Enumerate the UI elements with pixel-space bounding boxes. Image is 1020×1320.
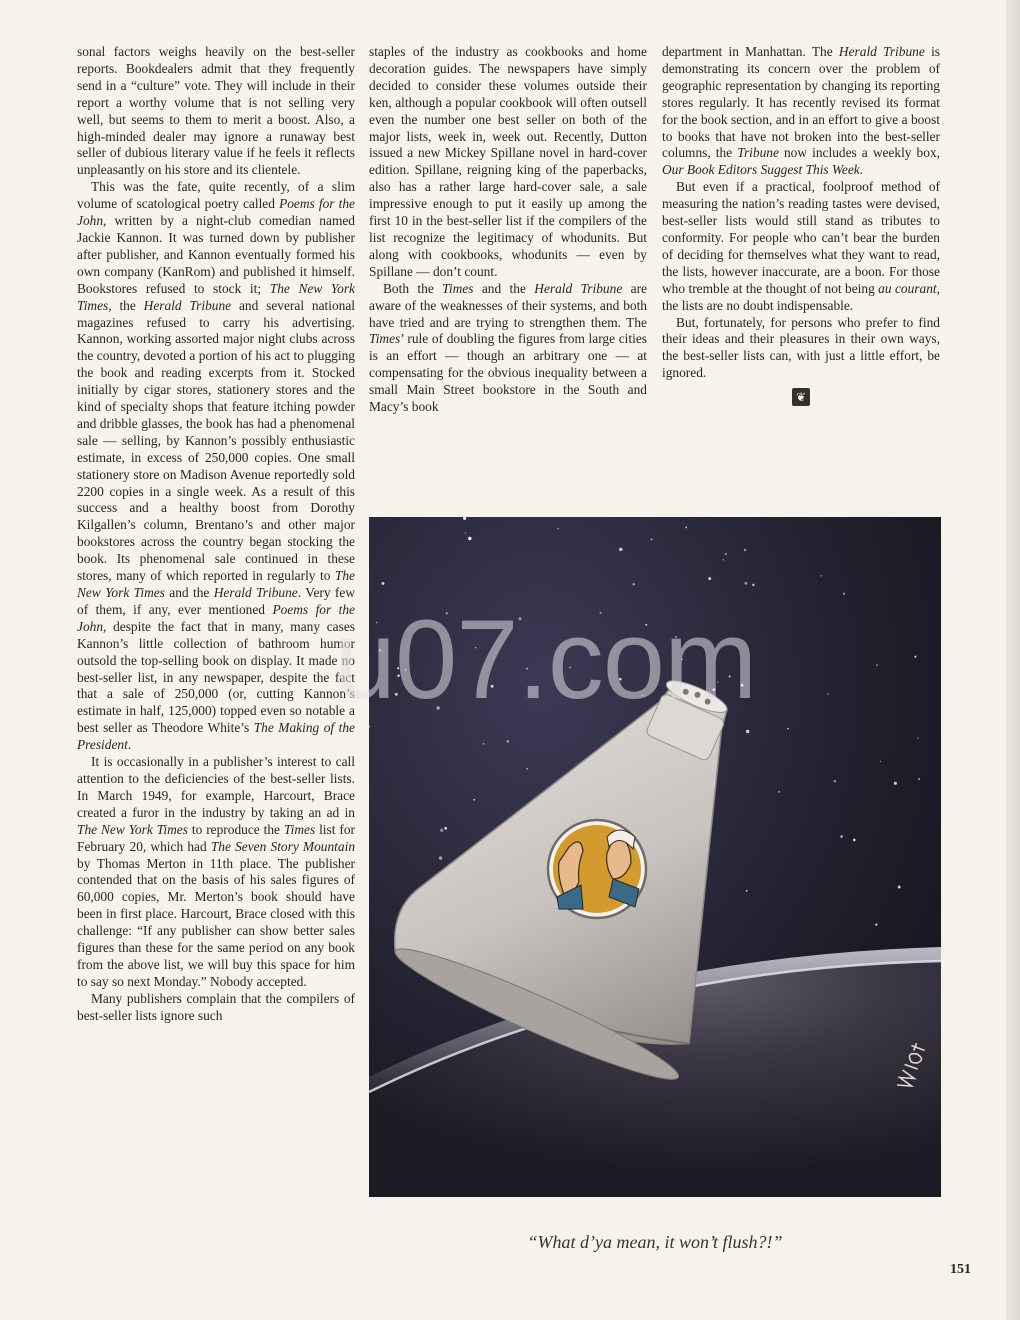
body-text: and the (473, 280, 535, 296)
body-text: Many publishers complain that the compilers of best-seller lists ignore such (77, 990, 355, 1023)
star (557, 528, 558, 529)
star (382, 582, 385, 585)
star (645, 624, 647, 626)
watermark: u07.com (333, 597, 757, 722)
article-paragraph (77, 179, 355, 754)
star (723, 559, 724, 560)
star (875, 924, 877, 926)
star (473, 799, 475, 801)
body-text: sonal factors weighs heavily on the best-seller reports. Bookdealers admit that they frequently send in a “culture” vote. They will include in their report a worthy volume that is not selling very well, but seems to them to merit a boost. Also, a high-minded dealer may ignore a runaway best seller of dubious literary value if he feels it reflects unpleasantly on his store and its clientele. (77, 44, 355, 178)
page-edge (1006, 0, 1020, 1320)
star (651, 538, 653, 540)
star (619, 548, 623, 552)
end-mark-icon: ❦ (792, 388, 810, 406)
article-paragraph (662, 179, 940, 314)
italic-title: Tribune (737, 145, 779, 161)
body-text: to reproduce the (187, 821, 284, 837)
star (725, 553, 727, 555)
italic-title: Poems for the John (77, 601, 355, 634)
italic-title: Our Book Editors Suggest This Week (662, 162, 860, 178)
star (914, 656, 916, 658)
body-text: . Very few of them, if any, ever mentioned (77, 585, 355, 617)
star (465, 532, 466, 533)
italic-title: The Making of the President (77, 720, 355, 753)
star (820, 575, 822, 577)
star (570, 667, 571, 668)
star (729, 675, 731, 677)
star (752, 584, 755, 587)
article-paragraph (662, 44, 940, 179)
star (744, 582, 747, 585)
body-text: It is occasionally in a publisher’s interest to call attention to the deficiencies of the best-seller lists. In March 1949, for example, Harcourt, Brace created a furor in the industry by taking an ad in (77, 754, 355, 820)
italic-title: Herald Tribune (534, 280, 623, 296)
star (526, 768, 528, 770)
body-text: This was the fate, quite recently, of a slim volume of scatological poetry called (77, 179, 355, 212)
italic-title: Herald Tribune (213, 585, 298, 600)
star (840, 835, 842, 837)
article-paragraph (369, 281, 647, 416)
star (894, 782, 897, 785)
article-paragraph (662, 315, 940, 383)
body-text: now includes a weekly box, (778, 145, 940, 161)
star (526, 668, 528, 670)
star (491, 685, 494, 688)
star (744, 549, 746, 551)
star (853, 839, 856, 842)
text-column-2 (369, 44, 647, 416)
star (507, 740, 510, 743)
body-text: by Thomas Merton in 11th place. The publisher contended that on the basis of his sales figures of 60,000 copies, Mr. Merton’s book should have been in first place. Harcourt, Brace closed with this challenge: “If any publisher can show better sales figures than these for the same period on any book from the above list, we will buy this space for him to say so next Monday.” Nobody accepted. (77, 855, 355, 989)
body-text: Both the (383, 280, 443, 296)
star (600, 612, 602, 614)
star (746, 890, 748, 892)
body-text: But, fortunately, for persons who prefer to find their ideas and their pleasures in their own ways, the best-seller lists can, with just a little effort, be ignored. (662, 314, 940, 381)
star (880, 761, 881, 762)
italic-title: Times (442, 280, 474, 296)
text-column-3 (662, 44, 940, 406)
star (397, 667, 399, 669)
star (717, 682, 718, 683)
star (405, 669, 407, 671)
star (827, 694, 828, 695)
star (642, 695, 643, 696)
cartoon-caption: “What d’ya mean, it won’t flush?!” (527, 1232, 783, 1252)
star (376, 622, 378, 624)
star (395, 693, 398, 696)
star (483, 743, 485, 745)
article-paragraph (77, 44, 355, 179)
star (898, 886, 901, 889)
body-text: and several national magazines refused to carry his advertising. Kannon, working assorted major night clubs across the country, devoted a portion of his act to plugging the book and reading excerpts from it. Stocked initially by cigar stores, stationery stores and the kind of specialty shops that feature itching powder and dribble glasses, the book has had a phenomenal sale — selling, by Kannon’s possibly enthusiastic estimate, in excess of 250,000 copies. One small stationery store on Madison Avenue reportedly sold 2200 copies in a single week. As a result of this success and a healthy boost from Dorothy Kilgallen’s column, Brentano’s and other major bookstores across the country began stocking the book. Its phenomenal sale continued in these stores, many of which reported in regularly to (77, 297, 356, 584)
italic-title: Poems for the John (77, 196, 355, 229)
star (440, 829, 443, 832)
star (681, 658, 683, 660)
star (397, 675, 399, 677)
italic-title: Herald Tribune (838, 44, 925, 59)
body-text: , despite the fact that in many, many cases Kannon’s little collection of bathroom humor outsold the top-selling book on display. It made no best-seller list, in any newspaper, despite the fact that a sale of 250,000 (or, cutting Kannon’s estimate in half, 125,000) topped even so notable a best seller as Theodore White’s (77, 618, 355, 736)
star (439, 856, 442, 859)
italic-title: Herald Tribune (143, 297, 232, 313)
star (778, 791, 780, 793)
body-text: . (859, 162, 864, 178)
italic-title: au courant (878, 280, 937, 296)
italic-title: The New York Times (77, 568, 355, 600)
star (446, 612, 448, 614)
body-text: , the lists are no doubt indispensable. (662, 280, 940, 313)
body-text: are aware of the weaknesses of their systems, and both have tried and are trying to strengthen them. The (369, 280, 647, 330)
body-text: , the (108, 297, 144, 313)
article-paragraph (369, 44, 647, 281)
star (918, 778, 920, 780)
body-text: ’ rule of doubling the figures from large cities is an effort — though an arbitrary one — at compensating for the obvious inequality between a small Main Street bookstore in the South and Macy’s book (369, 331, 647, 415)
star (746, 730, 749, 733)
star (633, 583, 635, 585)
body-text: department in Manhattan. The (662, 44, 839, 59)
star (675, 636, 677, 638)
body-text: list for February 20, which had (77, 821, 355, 854)
star (708, 577, 711, 580)
body-text: . (127, 737, 132, 753)
italic-title: Times (369, 331, 401, 347)
cartoon-illustration (369, 517, 941, 1197)
body-text: But even if a practical, foolproof method of measuring the nation’s reading tastes were devised, best-seller lists would still stand as tributes to conformity. For people who can’t bear the burden of deciding for themselves what they want to read, the lists, however inaccurate, are a boon. For those who tremble at the thought of not being (662, 179, 940, 296)
article-paragraph (77, 991, 355, 1025)
star (741, 684, 744, 687)
body-text: is demonstrating its concern over the problem of geographic representation by changing its reporting stores regularly. It has recently revised its format for the book section, and in an effort to give a boost to books that have not broken into the best-seller columns, the (662, 44, 940, 161)
star (468, 537, 471, 540)
italic-title: Times (283, 821, 316, 837)
page-number: 151 (950, 1262, 971, 1277)
star (787, 728, 789, 730)
capsule-window (548, 820, 646, 918)
star (917, 738, 918, 739)
star (519, 617, 522, 620)
body-text: , written by a night-club comedian named Jackie Kannon. It was turned down by publisher after publisher, and Kannon eventually formed his own company (KanRom) and published it himself. Bookstores refused to stock it; (77, 213, 355, 296)
star (876, 664, 878, 666)
body-text: and the (164, 585, 214, 600)
star (444, 827, 447, 830)
star (712, 688, 715, 691)
italic-title: The New York Times (77, 280, 356, 313)
body-text: staples of the industry as cookbooks and home decoration guides. The newspapers have simply decided to consider these volumes outside their ken, although a popular cookbook will often outsell even the number one best seller on both of the major lists, week in, week out. Recently, Dutton issued a new Mickey Spillane novel in hard-cover edition. Spillane, reigning king of the paperbacks, also has a rather large hard-cover sale, a sale impressive enough to put it easily up among the first 10 in the best-seller list if the compilers of the list recognize the legitimacy of whodunits. But along with cookbooks, whodunits — even by Spillane — don’t count. (369, 44, 647, 279)
star (834, 780, 837, 783)
article-paragraph (77, 754, 355, 991)
star (379, 649, 382, 652)
star (843, 593, 845, 595)
text-column-1 (77, 44, 355, 1025)
star (436, 706, 440, 710)
italic-title: The New York Times (77, 821, 188, 837)
star (475, 647, 476, 648)
star (685, 526, 687, 528)
star (619, 678, 622, 681)
italic-title: The Seven Story Mountain (210, 838, 356, 854)
